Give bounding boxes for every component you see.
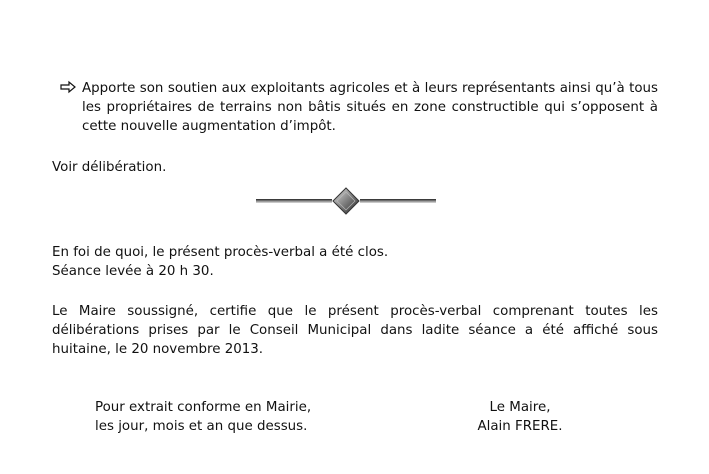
see-deliberation-note: Voir délibération. [52,160,167,175]
signature-left-block [95,398,311,436]
mayor-name: Alain FRERE. [477,419,563,434]
outline-arrow-right-icon [60,80,78,94]
signature-left-line: Pour extrait conforme en Mairie, [95,400,312,415]
signature-right-block [470,398,570,436]
mayor-title: Le Maire, [489,400,551,415]
diamond-ornament-icon [256,187,436,215]
certification-paragraph: Le Maire soussigné, certifie que le présent procès-verbal comprenant toutes les délibérations prises par le Conseil Municipal dans ladite séance a été affiché sous huitaine, le 20 novembre 2013. [52,304,658,357]
closing-statement [52,243,388,281]
signature-left-line: les jour, mois et an que dessus. [95,419,308,434]
bullet-paragraph: Apporte son soutien aux exploitants agricoles et à leurs représentants ainsi qu’à tous les propriétaires de terrains non bâtis situés en zone constructible qui s’opposent à cette nouvelle augmentation d’impôt. [82,81,658,134]
closing-line: En foi de quoi, le présent procès-verbal a été clos. [52,245,389,260]
session-closed-line: Séance levée à 20 h 30. [52,264,214,279]
